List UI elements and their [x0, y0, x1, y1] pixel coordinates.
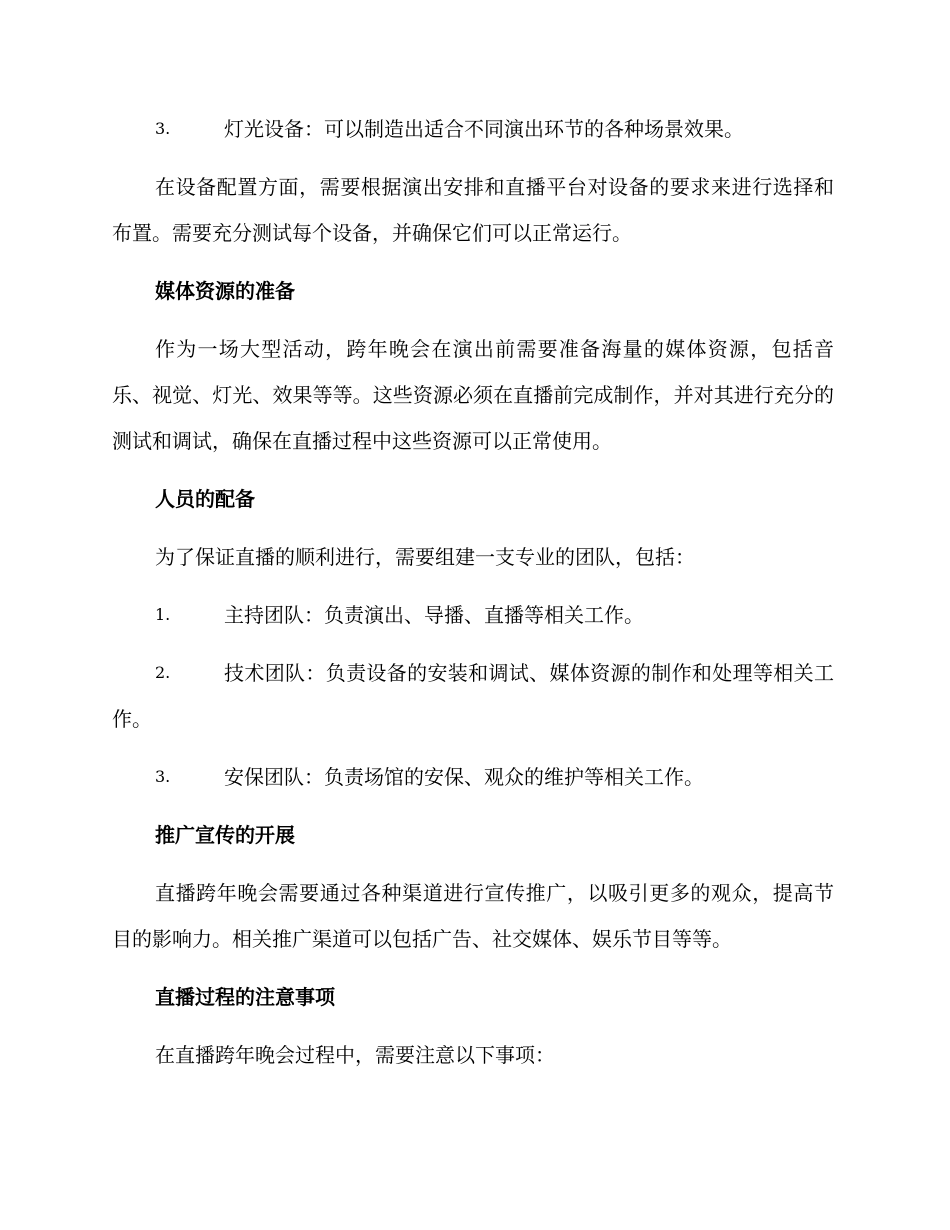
list-item-text: 主持团队：负责演出、导播、直播等相关工作。	[224, 603, 644, 627]
list-item-text: 灯光设备：可以制造出适合不同演出环节的各种场景效果。	[224, 117, 744, 141]
paragraph-staff: 为了保证直播的顺利进行，需要组建一支专业的团队，包括：	[155, 545, 695, 569]
paragraph-notes: 在直播跨年晚会过程中，需要注意以下事项：	[155, 1043, 555, 1067]
paragraph-equipment: 在设备配置方面，需要根据演出安排和直播平台对设备的要求来进行选择和布置。需要充分测试每个设备，并确保它们可以正常运行。	[112, 175, 834, 245]
list-number: 1.	[155, 605, 171, 624]
list-item-text: 安保团队：负责场馆的安保、观众的维护等相关工作。	[224, 765, 704, 789]
list-number: 3.	[155, 119, 171, 138]
list-item-lighting	[112, 106, 834, 152]
top-margin	[112, 0, 834, 106]
list-item-host-team	[112, 592, 834, 638]
list-number: 2.	[155, 663, 171, 682]
section-heading-staff: 人员的配备	[155, 487, 255, 511]
section-heading-promo: 推广宣传的开展	[155, 823, 295, 847]
section-heading-notes: 直播过程的注意事项	[155, 985, 335, 1009]
paragraph-media: 作为一场大型活动，跨年晚会在演出前需要准备海量的媒体资源，包括音乐、视觉、灯光、效果等等。这些资源必须在直播前完成制作，并对其进行充分的测试和调试，确保在直播过程中这些资源可以正常使用。	[112, 337, 834, 453]
list-item-text: 技术团队：负责设备的安装和调试、媒体资源的制作和处理等相关工作。	[112, 661, 834, 731]
document-page	[112, 0, 834, 1078]
list-item-tech-team	[112, 650, 834, 742]
list-item-security-team	[112, 754, 834, 800]
section-heading-media: 媒体资源的准备	[155, 279, 295, 303]
list-number: 3.	[155, 767, 171, 786]
paragraph-promo: 直播跨年晚会需要通过各种渠道进行宣传推广，以吸引更多的观众，提高节目的影响力。相关推广渠道可以包括广告、社交媒体、娱乐节目等等。	[112, 881, 834, 951]
